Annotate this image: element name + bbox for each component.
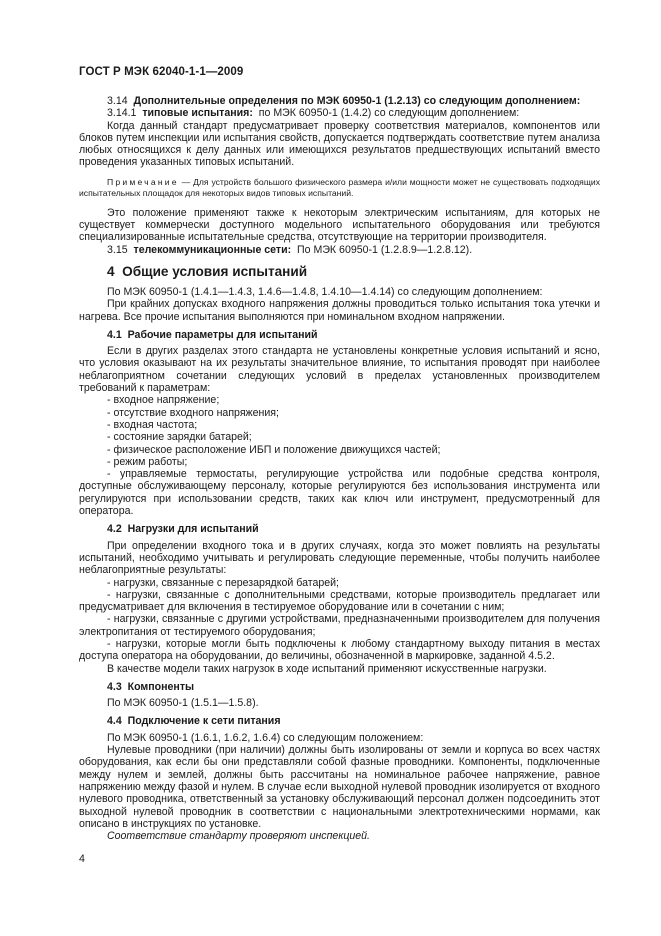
list-item: - входное напряжение; xyxy=(107,394,220,407)
subsection-heading-4-1 xyxy=(79,329,600,341)
list-item: - нагрузки, которые могли быть подключены к любому стандартному выходу питания в местах доступа оператора на оборудовании, до величины, обозначенной в маркировке, заданной 4.5.2. xyxy=(79,637,600,663)
clause-3-14-1 xyxy=(79,107,600,119)
clause-3-14 xyxy=(79,95,600,107)
paragraph: Когда данный стандарт предусматривает проверку соответствия материалов, компонентов или блоков путем инспекции или испытания свойств, допускается подтверждать соответствие путем анализа любых относящихся к делу данных или имеющихся результатов предшествующих испытаний вместо проведения указанных типовых испытаний. xyxy=(79,119,600,169)
list-item: - режим работы; xyxy=(107,455,188,468)
compliance-statement: Соответствие стандарту проверяют инспекцией. xyxy=(107,830,370,843)
list-item: - физическое расположение ИБП и положение движущихся частей; xyxy=(107,443,441,456)
list-item: - управляемые термостаты, регулирующие устройства или подобные средства контроля, доступные обслуживающему персоналу, которые регулируются без использования инструмента или регулируются при использовании средств, таких как ключ или инструмент, предусмотренный для оператора. xyxy=(79,468,600,518)
term: телекоммуникационные сети: xyxy=(133,243,292,256)
paragraph: По МЭК 60950-1 (1.4.1—1.4.3, 1.4.6—1.4.8, 1.4.10—1.4.14) со следующим дополнением: xyxy=(107,285,543,298)
clause-number: 3.14.1 xyxy=(107,107,137,120)
list-item: - отсутствие входного напряжения; xyxy=(107,406,279,419)
subsection-title: Подключение к сети питания xyxy=(127,715,281,728)
subsection-number: 4.2 xyxy=(107,523,122,536)
section-heading-4 xyxy=(79,264,600,280)
paragraph: Если в других разделах этого стандарта не установлены конкретные условия испытаний и ясно, что условия оказывают на их результаты значительное влияние, то испытания проводят при наиболее неблагоприятном сочетании следующих условий в пределах установленных производителем требований к параметрам: xyxy=(79,345,600,395)
subsection-number: 4.1 xyxy=(107,328,122,341)
page-number: 4 xyxy=(79,853,85,865)
running-header: ГОСТ Р МЭК 62040-1-1—2009 xyxy=(79,66,244,78)
note xyxy=(79,177,600,199)
subsection-title: Компоненты xyxy=(127,680,195,693)
paragraph: По МЭК 60950-1 (1.5.1—1.5.8). xyxy=(107,697,259,710)
subsection-heading-4-4 xyxy=(79,715,600,727)
subsection-heading-4-2 xyxy=(79,523,600,535)
paragraph: По МЭК 60950-1 (1.6.1, 1.6.2, 1.6.4) со следующим положением: xyxy=(107,731,424,744)
paragraph: При определении входного тока и в других случаях, когда это может повлиять на результаты испытаний, необходимо учитывать и регулировать следующие переменные, чтобы получить наиболее неблагоприятные результаты: xyxy=(79,539,600,577)
note-label: Примечание xyxy=(107,176,179,187)
subsection-title: Рабочие параметры для испытаний xyxy=(127,328,318,341)
term-definition: по МЭК 60950-1 (1.4.2) со следующим дополнением: xyxy=(258,107,520,120)
subsection-title: Нагрузки для испытаний xyxy=(127,523,259,536)
subsection-number: 4.4 xyxy=(107,715,122,728)
paragraph: Это положение применяют также к некоторым электрическим испытаниям, для которых не существует коммерчески доступного модельного испытательного оборудования или требуются специализированные испытательные средства, отсутствующие на территории производителя. xyxy=(79,206,600,244)
subsection-number: 4.3 xyxy=(107,680,122,693)
list-item: - состояние зарядки батарей; xyxy=(107,431,252,444)
clause-text: Дополнительные определения по МЭК 60950-1 (1.2.13) со следующим дополнением: xyxy=(133,95,581,107)
paragraph: Нулевые проводники (при наличии) должны быть изолированы от земли и корпуса во всех частях оборудования, как если бы они представляли собой фазные проводники. Компоненты, подключенные между нулем и землей, должны быть рассчитаны на номинальное рабочее напряжение, равное напряжению между фазой и нулем. В случае если выходной нулевой проводник изолируется от входного нулевого проводника, ответственный за установку обслуживающий персонал должен подсоединить этот выходной нулевой проводник в соответствии с национальными электротехническими нормами, как описано в инструкциях по установке. xyxy=(79,744,600,830)
list-item: - нагрузки, связанные с перезарядкой батарей; xyxy=(107,576,340,589)
list-item: - нагрузки, связанные с дополнительными средствами, которые производитель предлагает или предусматривает для включения в тестируемое оборудование или в сочетании с ним; xyxy=(79,588,600,614)
section-number: 4 xyxy=(107,263,115,279)
subsection-heading-4-3 xyxy=(79,681,600,693)
paragraph: При крайних допусках входного напряжения должны проводиться только испытания тока утечки и нагрева. Все прочие испытания выполняются при номинальном входном напряжении. xyxy=(79,298,600,323)
clause-number: 3.15 xyxy=(107,243,128,256)
paragraph: В качестве модели таких нагрузок в ходе испытаний применяют искусственные нагрузки. xyxy=(107,662,547,675)
section-title: Общие условия испытаний xyxy=(122,263,308,279)
document-body xyxy=(79,95,600,842)
list-item: - нагрузки, связанные с другими устройствами, предназначенными производителем для получения электропитания от тестируемого оборудования; xyxy=(79,613,600,638)
clause-3-15 xyxy=(79,244,600,256)
term: типовые испытания: xyxy=(142,107,253,120)
term-definition: По МЭК 60950-1 (1.2.8.9—1.2.8.12). xyxy=(297,243,473,256)
clause-number: 3.14 xyxy=(107,95,128,107)
note-text: — Для устройств большого физического размера и/или мощности может не существовать подходящих испытательных площадок для некоторых видов типовых испытаний. xyxy=(79,176,600,198)
list-item: - входная частота; xyxy=(107,418,198,431)
